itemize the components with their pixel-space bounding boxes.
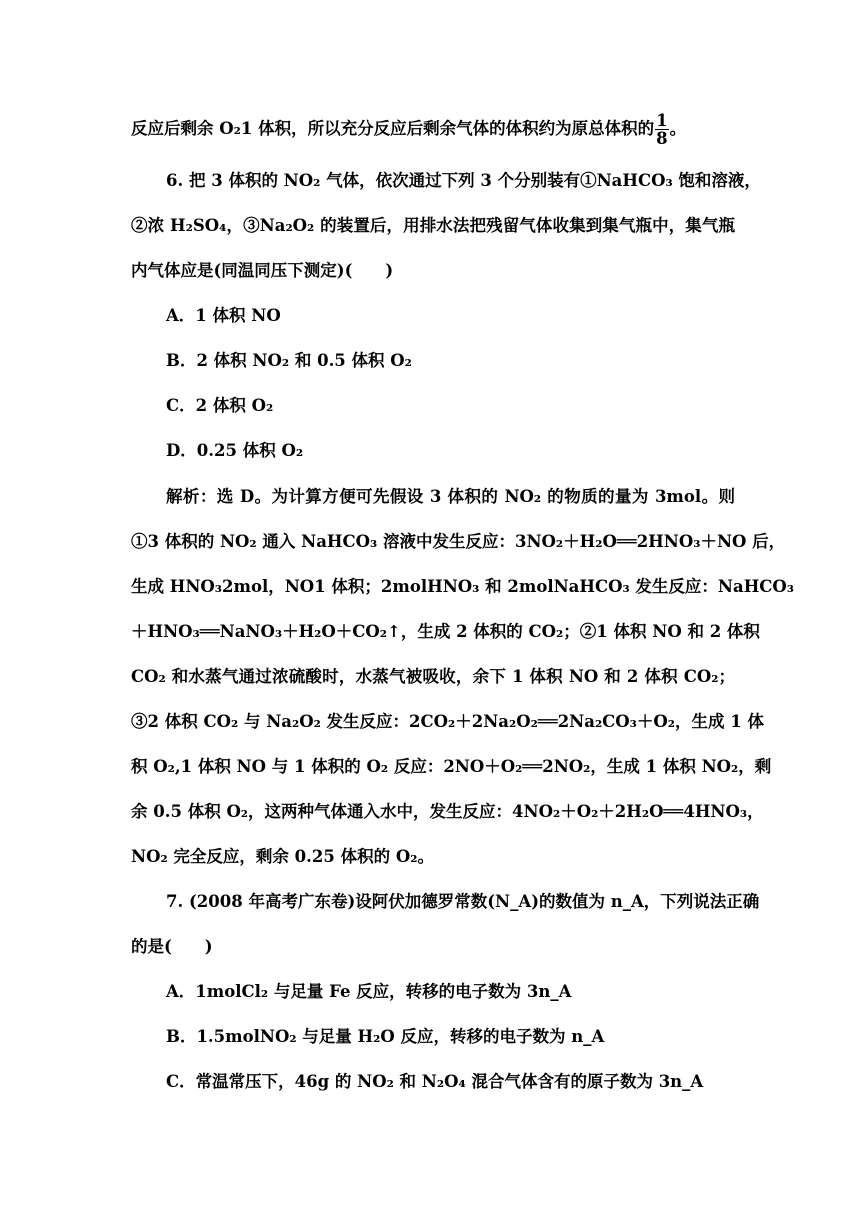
option-d: D．0.25 体积 O₂	[166, 441, 304, 460]
answer-line: 解析：选 D。为计算方便可先假设 3 体积的 NO₂ 的物质的量为 3mol。则	[166, 487, 735, 506]
line-text: 反应后剩余 O₂1 体积，所以充分反应后剩余气体的体积约为原总体积的	[131, 119, 655, 138]
fraction-numerator: 1	[656, 111, 668, 130]
text-line	[131, 112, 735, 147]
answer-line: NO₂ 完全反应，剩余 0.25 体积的 O₂。	[131, 847, 434, 866]
fraction	[655, 112, 668, 147]
option-b: B．1.5molNO₂ 与足量 H₂O 反应，转移的电子数为 n_A	[166, 1027, 605, 1046]
answer-line: CO₂ 和水蒸气通过浓硫酸时，水蒸气被吸收，余下 1 体积 NO 和 2 体积 CO₂；	[131, 667, 735, 686]
answer-line: 积 O₂,1 体积 NO 与 1 体积的 O₂ 反应：2NO＋O₂══2NO₂，生成 1 体积 NO₂，剩	[131, 757, 772, 776]
question-7-line: 7. (2008 年高考广东卷)设阿伏加德罗常数(N_A)的数值为 n_A，下列说法正确	[166, 892, 760, 911]
answer-line: 生成 HNO₃2mol，NO1 体积；2molHNO₃ 和 2molNaHCO₃ 发生反应：NaHCO₃	[131, 577, 795, 596]
option-b: B．2 体积 NO₂ 和 0.5 体积 O₂	[166, 351, 412, 370]
question-6-line: 6. 把 3 体积的 NO₂ 气体，依次通过下列 3 个分别装有①NaHCO₃ 饱和溶液，	[166, 171, 761, 190]
answer-line: ①3 体积的 NO₂ 通入 NaHCO₃ 溶液中发生反应：3NO₂＋H₂O══2HNO₃＋NO 后，	[131, 532, 786, 551]
question-7-line: 的是( )	[131, 937, 213, 956]
answer-line: 余 0.5 体积 O₂，这两种气体通入水中，发生反应：4NO₂＋O₂＋2H₂O══4HNO₃，	[131, 802, 764, 821]
option-c: C．常温常压下，46g 的 NO₂ 和 N₂O₄ 混合气体含有的原子数为 3n_A	[166, 1072, 704, 1091]
answer-line: ③2 体积 CO₂ 与 Na₂O₂ 发生反应：2CO₂＋2Na₂O₂══2Na₂CO₃＋O₂，生成 1 体	[131, 712, 764, 731]
question-6-line: 内气体应是(同温同压下测定)( )	[131, 261, 394, 280]
option-c: C．2 体积 O₂	[166, 396, 274, 415]
fraction-denominator: 8	[656, 129, 668, 148]
option-a: A．1 体积 NO	[166, 306, 281, 325]
question-6-line: ②浓 H₂SO₄，③Na₂O₂ 的装置后，用排水法把残留气体收集到集气瓶中，集气瓶	[131, 216, 735, 235]
option-a: A．1molCl₂ 与足量 Fe 反应，转移的电子数为 3n_A	[166, 982, 572, 1001]
line-text: 。	[669, 119, 687, 138]
answer-line: ＋HNO₃══NaNO₃＋H₂O＋CO₂↑，生成 2 体积的 CO₂；②1 体积 NO 和 2 体积	[131, 622, 760, 641]
